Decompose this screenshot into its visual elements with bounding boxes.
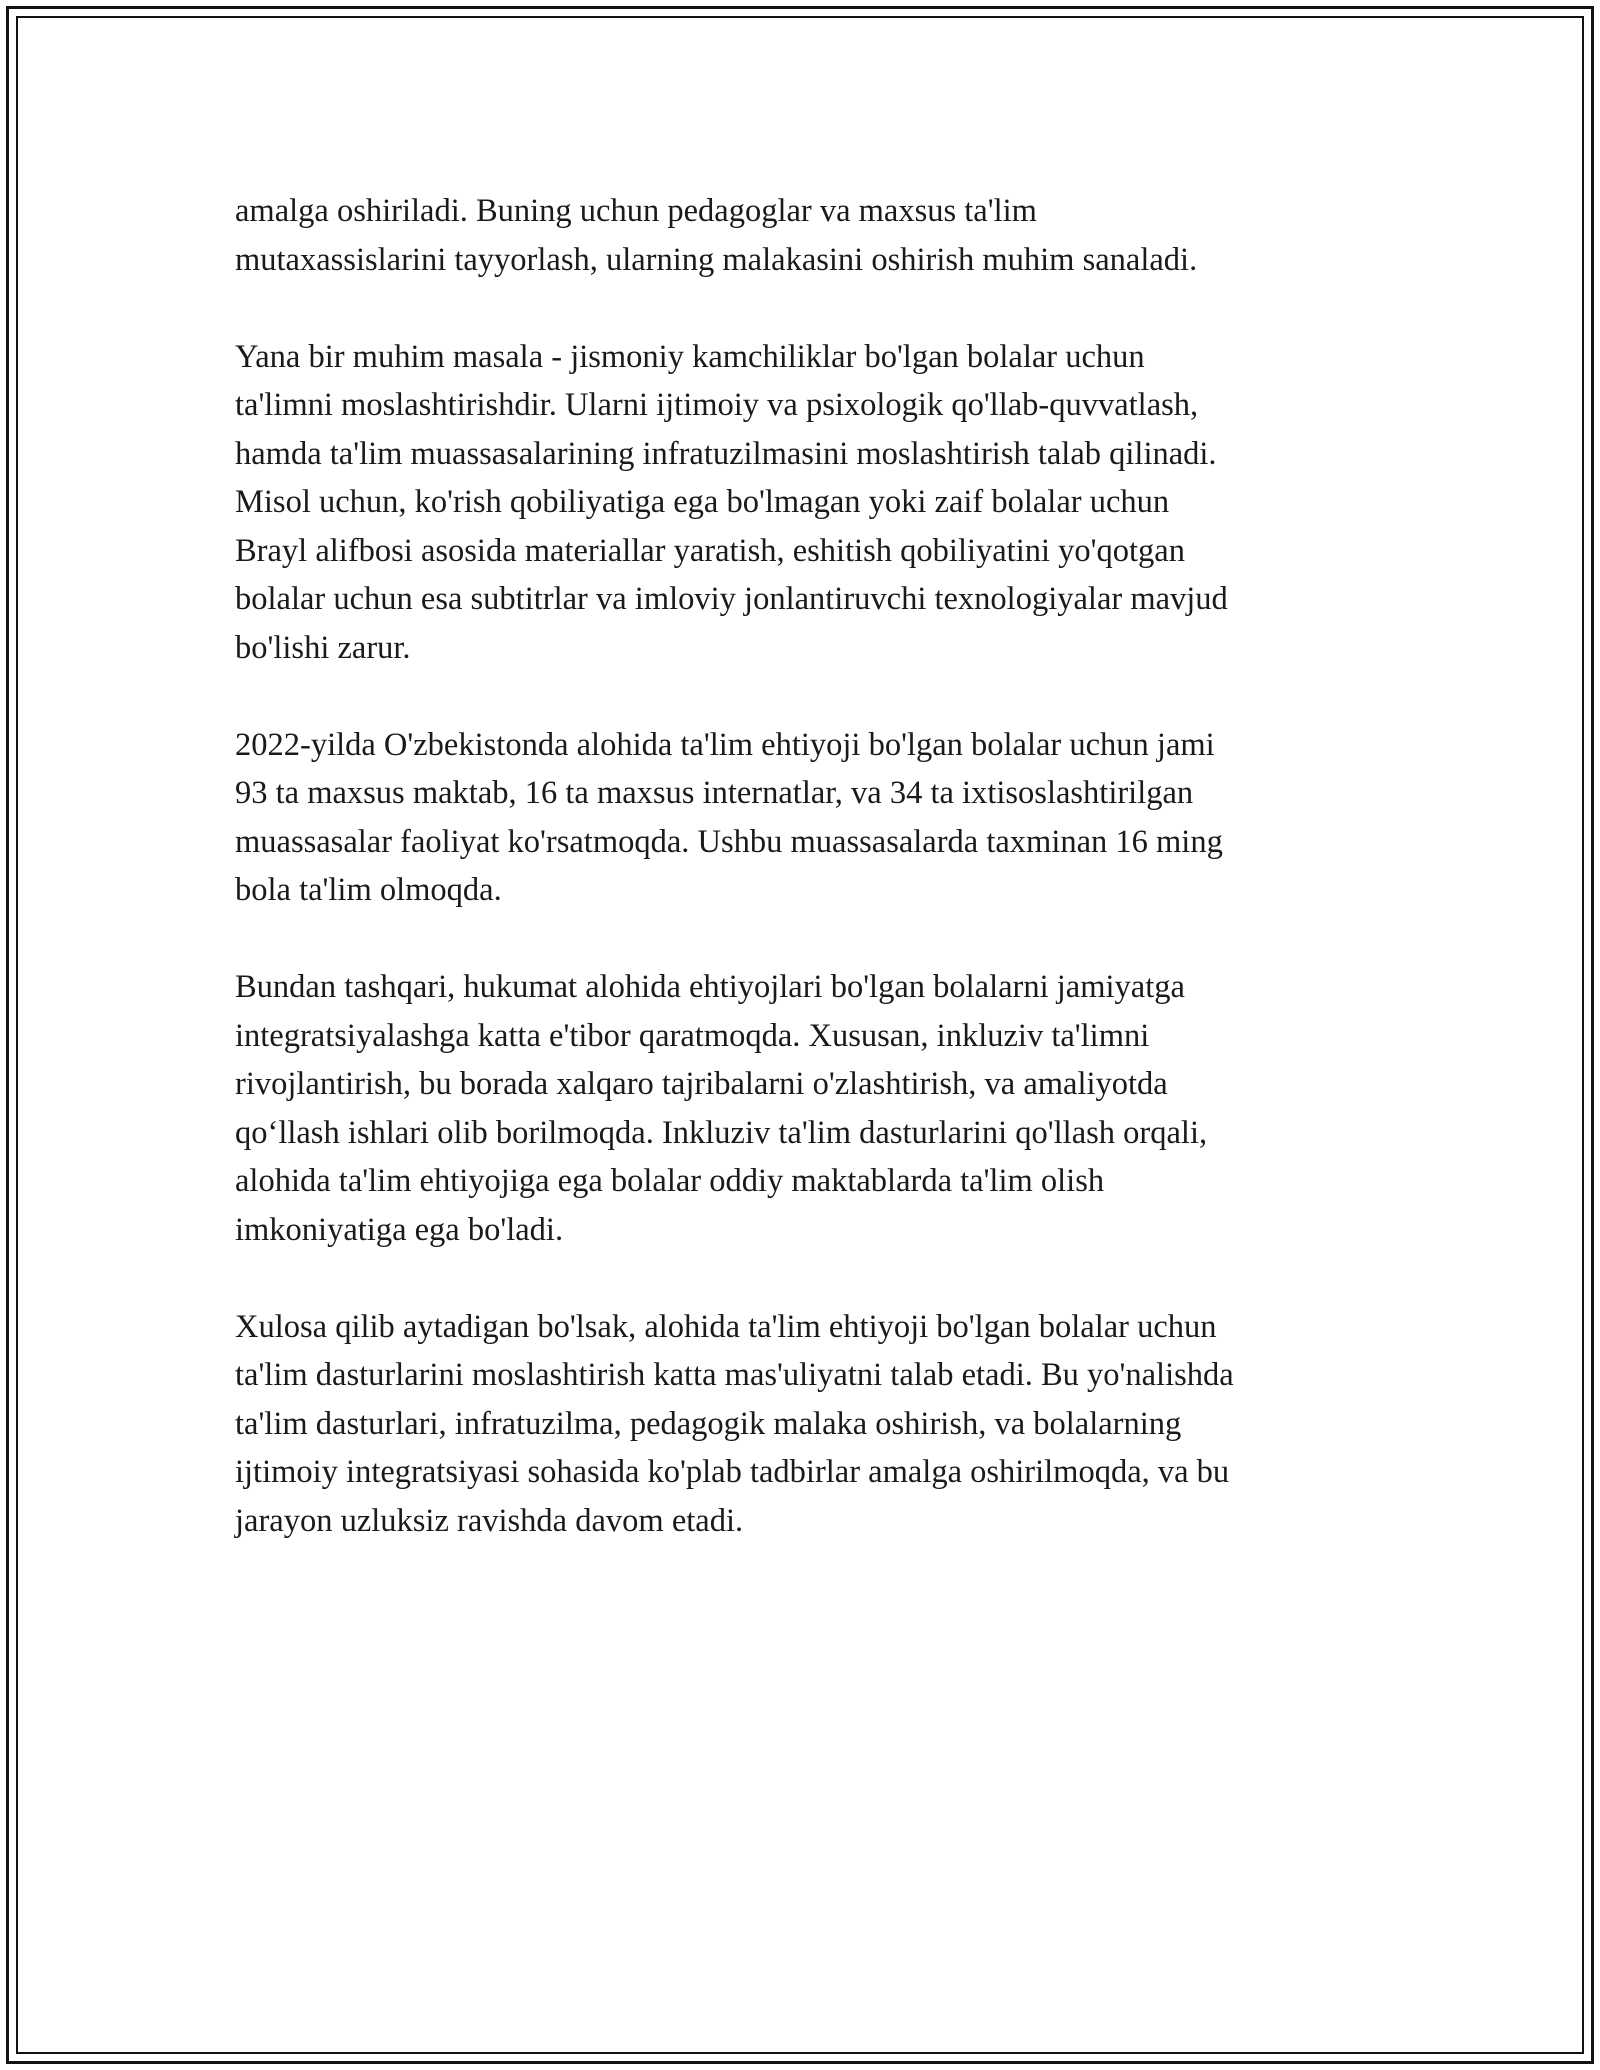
paragraph-2: Yana bir muhim masala - jismoniy kamchiliklar bo'lgan bolalar uchun ta'limni moslashtirishdir. Ularni ijtimoiy va psixologik qo'llab-quvvatlash, hamda ta'lim muassasalarining infratuzilmasini moslashtirish talab qilinadi. Misol uchun, ko'rish qobiliyatiga ega bo'lmagan yoki zaif bolalar uchun Brayl alifbosi asosida materiallar yaratish, eshitish qobiliyatini yo'qotgan bolalar uchun esa subtitrlar va imloviy jonlantiruvchi texnologiyalar mavjud bo'lishi zarur. xyxy=(235,338,1228,666)
paragraph-3: 2022-yilda O'zbekistonda alohida ta'lim ehtiyoji bo'lgan bolalar uchun jami 93 ta maxsus maktab, 16 ta maxsus internatlar, va 34 ta ixtisoslashtirilgan muassasalar faoliyat ko'rsatmoqda. Ushbu muassasalarda taxminan 16 ming bola ta'lim olmoqda. xyxy=(235,726,1223,908)
document-body xyxy=(235,187,1375,1594)
paragraph-1: amalga oshiriladi. Buning uchun pedagoglar va maxsus ta'lim mutaxassislarini tayyorlash, ularning malakasini oshirish muhim sanaladi. xyxy=(235,193,1198,278)
paragraph-4: Bundan tashqari, hukumat alohida ehtiyojlari bo'lgan bolalarni jamiyatga integratsiyalashga katta e'tibor qaratmoqda. Xususan, inkluziv ta'limni rivojlantirish, bu borada xalqaro tajribalarni o'zlashtirish, va amaliyotda qo‘llash ishlari olib borilmoqda. Inkluziv ta'lim dasturlarini qo'llash orqali, alohida ta'lim ehtiyojiga ega bolalar oddiy maktablarda ta'lim olish imkoniyatiga ega bo'ladi. xyxy=(235,969,1208,1248)
paragraph-5: Xulosa qilib aytadigan bo'lsak, alohida ta'lim ehtiyoji bo'lgan bolalar uchun ta'lim dasturlarini moslashtirish katta mas'uliyatni talab etadi. Bu yo'nalishda ta'lim dasturlari, infratuzilma, pedagogik malaka oshirish, va bolalarning ijtimoiy integratsiyasi sohasida ko'plab tadbirlar amalga oshirilmoqda, va bu jarayon uzluksiz ravishda davom etadi. xyxy=(235,1308,1234,1539)
